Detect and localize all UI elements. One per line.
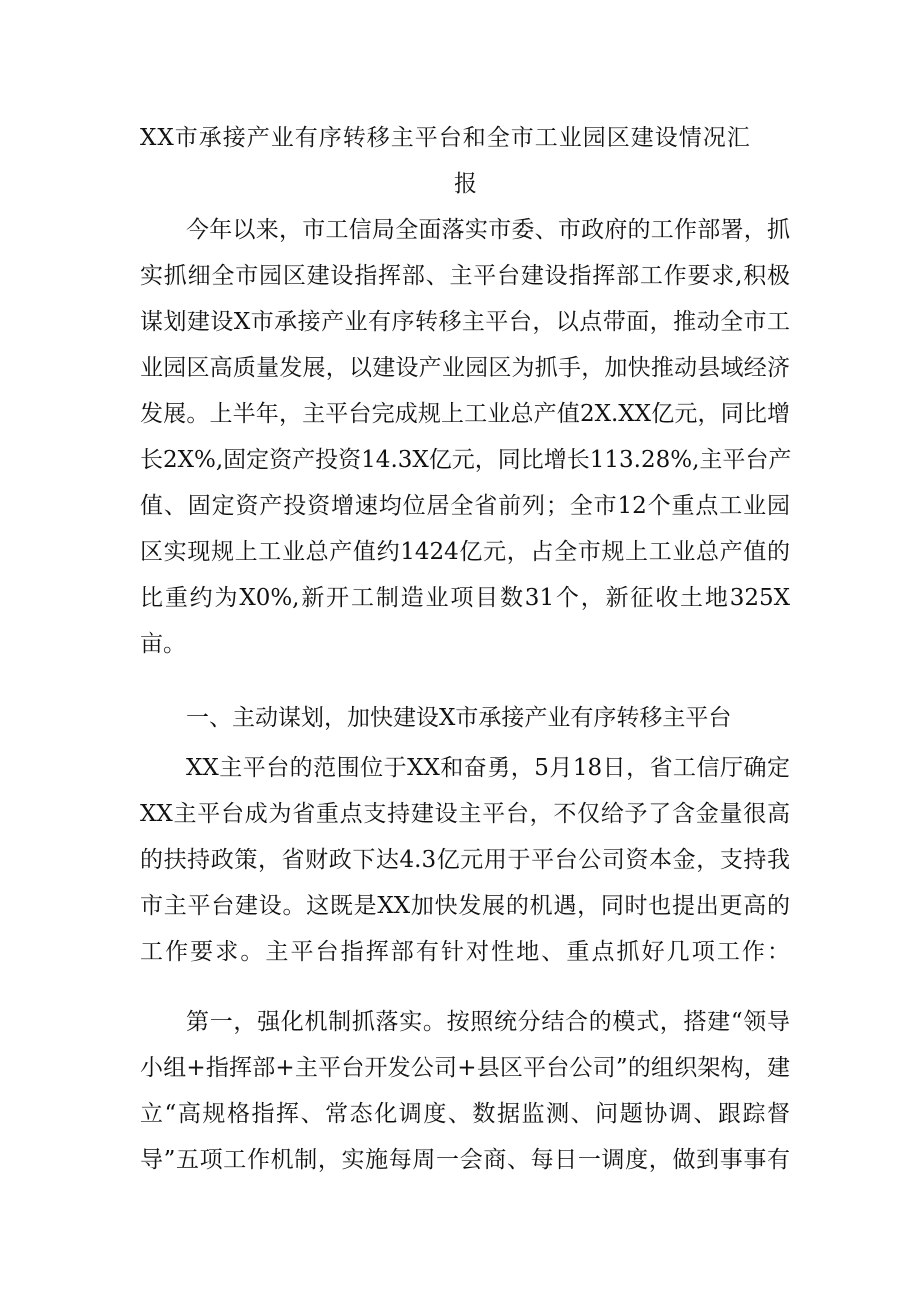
- paragraph-line: 区实现规上工业总产值约1424亿元，占全市规上工业总产值的: [140, 539, 790, 565]
- paragraph-line: XX主平台的范围位于XX和奋勇，5月18日，省工信厅确定: [186, 755, 790, 781]
- paragraph-line: 发展。上半年，主平台完成规上工业总产值2X.XX亿元，同比增: [140, 401, 790, 427]
- paragraph-line: 业园区高质量发展，以建设产业园区为抓手，加快推动县域经济: [140, 355, 790, 381]
- paragraph-line: 市主平台建设。这既是XX加快发展的机遇，同时也提出更高的: [140, 893, 790, 919]
- paragraph-line: 长2X%,固定资产投资14.3X亿元，同比增长113.28%,主平台产: [140, 447, 792, 473]
- paragraph-line: XX主平台成为省重点支持建设主平台，不仅给予了含金量很高: [140, 801, 790, 827]
- paragraph-line: 今年以来，市工信局全面落实市委、市政府的工作部署，抓: [186, 217, 790, 243]
- paragraph-line: 的扶持政策，省财政下达4.3亿元用于平台公司资本金，支持我: [140, 847, 790, 873]
- paragraph-line: 小组+指挥部+主平台开发公司+县区平台公司”的组织架构，建: [140, 1055, 790, 1081]
- document-title-line-2: 报: [454, 171, 478, 197]
- section-heading-line: 一、主动谋划，加快建设X市承接产业有序转移主平台: [186, 705, 732, 731]
- paragraph-line: 第一，强化机制抓落实。按照统分结合的模式，搭建“领导: [186, 1009, 790, 1035]
- paragraph-line: 工作要求。主平台指挥部有针对性地、重点抓好几项工作：: [140, 939, 790, 965]
- paragraph-line: 导”五项工作机制，实施每周一会商、每日一调度，做到事事有: [140, 1147, 790, 1173]
- paragraph-line: 立“高规格指挥、常态化调度、数据监测、问题协调、跟踪督: [140, 1101, 790, 1127]
- paragraph-line: 亩。: [140, 631, 186, 657]
- paragraph-line: 值、固定资产投资增速均位居全省前列；全市12个重点工业园: [140, 493, 790, 519]
- document-title-line-1: XX市承接产业有序转移主平台和全市工业园区建设情况汇: [140, 125, 751, 151]
- paragraph-line: 实抓细全市园区建设指挥部、主平台建设指挥部工作要求,积极: [140, 263, 790, 289]
- paragraph-line: 谋划建设X市承接产业有序转移主平台，以点带面，推动全市工: [140, 309, 790, 335]
- paragraph-line: 比重约为X0%,新开工制造业项目数31个，新征收土地325X: [140, 585, 790, 611]
